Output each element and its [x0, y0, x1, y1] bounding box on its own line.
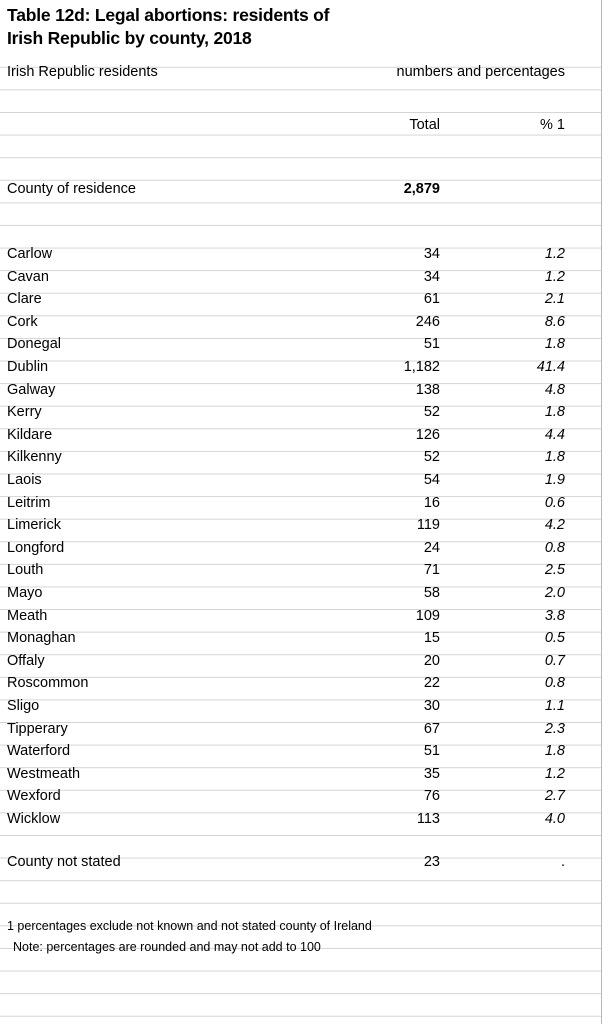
county-total: 52 [423, 404, 440, 421]
county-total: 16 [423, 494, 440, 511]
county-percent: 2.3 [544, 720, 565, 737]
footnote-1: 1 percentages exclude not known and not stated county of Ireland [7, 919, 372, 933]
county-percent: 4.2 [544, 517, 565, 534]
county-total: 15 [423, 630, 440, 647]
county-name: Longford [7, 539, 65, 556]
county-total: 1,182 [403, 359, 440, 375]
county-total: 61 [423, 291, 440, 308]
county-total: 34 [423, 246, 440, 262]
county-total: 119 [416, 517, 440, 534]
county-total: 51 [423, 336, 440, 353]
county-total: 58 [423, 585, 440, 601]
county-percent: 0.8 [544, 539, 565, 556]
county-name: Tipperary [7, 720, 68, 737]
county-percent: 1.2 [544, 765, 565, 782]
county-total: 51 [423, 743, 440, 760]
county-total: 54 [423, 472, 440, 488]
table-title-line-2: Irish Republic by county, 2018 [7, 28, 252, 48]
county-total: 113 [416, 811, 440, 827]
table-title-line-1: Table 12d: Legal abortions: residents of [7, 5, 330, 25]
county-total: 20 [423, 652, 440, 669]
county-percent: 2.1 [544, 291, 565, 308]
county-name: Meath [7, 607, 48, 624]
county-total: 76 [423, 788, 440, 805]
county-total: 67 [423, 720, 440, 737]
county-percent: 0.8 [544, 675, 565, 692]
county-name: Laois [7, 472, 42, 488]
county-name: Cavan [7, 268, 49, 285]
county-percent: 2.5 [544, 562, 565, 579]
county-name: Leitrim [7, 494, 51, 511]
county-total: 109 [415, 607, 440, 624]
footnote-2: Note: percentages are rounded and may not add to 100 [13, 940, 321, 954]
county-percent: 1.1 [544, 698, 565, 714]
county-percent: 1.8 [544, 404, 565, 421]
county-total: 126 [415, 426, 440, 443]
county-percent: 1.8 [544, 743, 565, 760]
county-name: Clare [7, 291, 42, 308]
county-total: 22 [423, 675, 440, 692]
county-name: Kilkenny [7, 449, 62, 466]
county-name: Sligo [7, 698, 40, 714]
county-percent: 4.4 [544, 426, 565, 443]
county-name: Carlow [7, 246, 53, 262]
county-percent: 41.4 [536, 359, 565, 375]
county-name: Waterford [7, 743, 71, 760]
county-name: Cork [7, 313, 38, 330]
county-total: 246 [415, 313, 440, 330]
overall-label: County of residence [7, 181, 136, 197]
table-subtitle: Irish Republic residents [7, 64, 158, 80]
county-name: Kildare [7, 426, 53, 443]
county-percent: 1.9 [544, 472, 565, 488]
county-name: Roscommon [7, 675, 89, 692]
county-name: Kerry [7, 404, 42, 421]
county-percent: 4.0 [544, 811, 565, 827]
county-total: 35 [423, 765, 440, 782]
county-total: 30 [423, 698, 440, 714]
overall-total: 2,879 [403, 181, 440, 197]
county-percent: 4.8 [544, 381, 565, 398]
county-percent: 1.8 [544, 336, 565, 353]
not-stated-percent: . [560, 854, 565, 870]
not-stated-label: County not stated [7, 854, 121, 870]
title-block [0, 0, 601, 56]
units-label: numbers and percentages [396, 64, 565, 80]
column-header-percent: % 1 [540, 117, 565, 133]
county-name: Dublin [7, 359, 49, 375]
county-percent: 8.6 [544, 313, 565, 330]
county-percent: 3.8 [544, 607, 565, 624]
county-total: 34 [423, 268, 440, 285]
county-percent: 2.0 [544, 585, 565, 601]
county-name: Galway [7, 381, 56, 398]
county-percent: 1.8 [544, 449, 565, 466]
county-total: 138 [415, 381, 440, 398]
county-total: 24 [423, 539, 440, 556]
county-total: 71 [423, 562, 440, 579]
county-name: Mayo [7, 585, 43, 601]
county-name: Wicklow [7, 811, 61, 827]
county-percent: 1.2 [544, 268, 565, 285]
county-name: Westmeath [7, 765, 81, 782]
county-percent: 1.2 [544, 246, 565, 262]
table-title [7, 4, 329, 50]
county-name: Donegal [7, 336, 62, 353]
county-percent: 2.7 [544, 788, 565, 805]
county-name: Limerick [7, 517, 61, 534]
county-percent: 0.7 [544, 652, 565, 669]
county-percent: 0.6 [544, 494, 565, 511]
not-stated-total: 23 [423, 854, 440, 870]
county-name: Louth [7, 562, 44, 579]
county-total: 52 [423, 449, 440, 466]
county-name: Monaghan [7, 630, 76, 647]
county-name: Wexford [7, 788, 61, 805]
column-header-total: Total [409, 117, 440, 133]
county-percent: 0.5 [544, 630, 565, 647]
county-name: Offaly [7, 652, 45, 669]
